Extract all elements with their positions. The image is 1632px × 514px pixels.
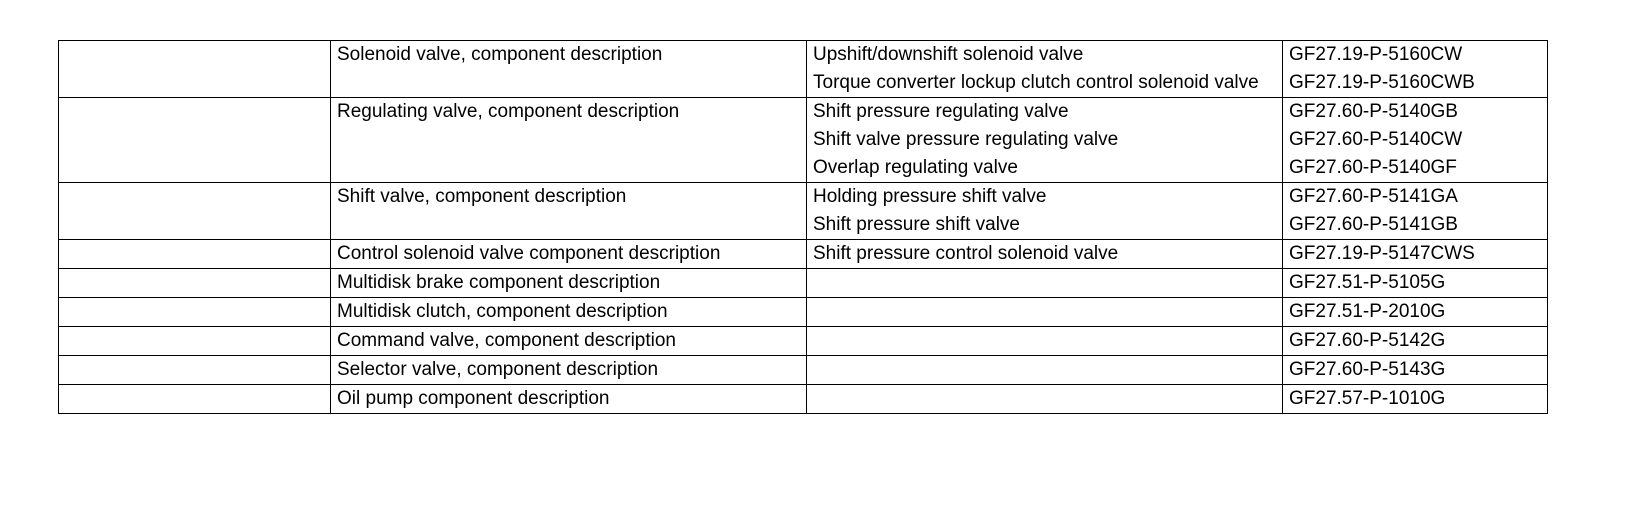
subcomponent-cell xyxy=(807,98,1283,183)
document-code-cell xyxy=(1283,98,1548,183)
subcomponent-name: Overlap regulating valve xyxy=(813,157,1018,178)
document-code: GF27.60-P-5142G xyxy=(1289,330,1446,351)
table-row xyxy=(59,41,1548,98)
document-code-cell xyxy=(1283,356,1548,385)
document-code: GF27.19-P-5160CW xyxy=(1289,44,1463,65)
document-code-cell xyxy=(1283,269,1548,298)
document-code-cell xyxy=(1283,327,1548,356)
blank-cell xyxy=(59,98,331,183)
document-code-cell xyxy=(1283,385,1548,414)
table-row xyxy=(59,385,1548,414)
component-cell: Oil pump component description xyxy=(331,385,807,414)
subcomponent-name: Torque converter lockup clutch control solenoid valve xyxy=(813,72,1259,93)
blank-cell xyxy=(59,269,331,298)
table-row xyxy=(59,98,1548,183)
component-cell: Shift valve, component description xyxy=(331,183,807,240)
component-cell: Multidisk clutch, component description xyxy=(331,298,807,327)
document-code: GF27.19-P-5160CWB xyxy=(1289,72,1475,93)
subcomponent-name: Holding pressure shift valve xyxy=(813,186,1047,207)
subcomponent-name: Shift pressure control solenoid valve xyxy=(813,243,1119,264)
component-cell: Selector valve, component description xyxy=(331,356,807,385)
table-row xyxy=(59,240,1548,269)
document-code: GF27.60-P-5143G xyxy=(1289,359,1446,380)
blank-cell xyxy=(59,385,331,414)
document-code: GF27.60-P-5140GF xyxy=(1289,157,1457,178)
subcomponent-name: Shift valve pressure regulating valve xyxy=(813,129,1119,150)
table-row xyxy=(59,356,1548,385)
document-code-cell xyxy=(1283,41,1548,98)
table-row xyxy=(59,269,1548,298)
table-row xyxy=(59,298,1548,327)
document-code: GF27.60-P-5140GB xyxy=(1289,101,1458,122)
document-code-cell xyxy=(1283,298,1548,327)
subcomponent-cell xyxy=(807,269,1283,298)
blank-cell xyxy=(59,183,331,240)
subcomponent-name: Upshift/downshift solenoid valve xyxy=(813,44,1084,65)
blank-cell xyxy=(59,298,331,327)
subcomponent-name: Shift pressure regulating valve xyxy=(813,101,1069,122)
component-reference-table xyxy=(58,40,1548,414)
document-code-cell xyxy=(1283,240,1548,269)
document-code: GF27.51-P-2010G xyxy=(1289,301,1446,322)
subcomponent-cell xyxy=(807,327,1283,356)
document-code: GF27.19-P-5147CWS xyxy=(1289,243,1475,264)
component-cell: Regulating valve, component description xyxy=(331,98,807,183)
subcomponent-cell xyxy=(807,385,1283,414)
blank-cell xyxy=(59,240,331,269)
table-row xyxy=(59,183,1548,240)
document-code: GF27.51-P-5105G xyxy=(1289,272,1446,293)
blank-cell xyxy=(59,327,331,356)
component-cell: Solenoid valve, component description xyxy=(331,41,807,98)
component-cell: Command valve, component description xyxy=(331,327,807,356)
component-cell: Multidisk brake component description xyxy=(331,269,807,298)
component-cell: Control solenoid valve component description xyxy=(331,240,807,269)
subcomponent-cell xyxy=(807,41,1283,98)
table-row xyxy=(59,327,1548,356)
subcomponent-name: Shift pressure shift valve xyxy=(813,214,1020,235)
subcomponent-cell xyxy=(807,183,1283,240)
document-code: GF27.60-P-5140CW xyxy=(1289,129,1463,150)
document-code: GF27.60-P-5141GB xyxy=(1289,214,1458,235)
subcomponent-cell xyxy=(807,240,1283,269)
document-code: GF27.57-P-1010G xyxy=(1289,388,1446,409)
blank-cell xyxy=(59,41,331,98)
subcomponent-cell xyxy=(807,356,1283,385)
blank-cell xyxy=(59,356,331,385)
document-code-cell xyxy=(1283,183,1548,240)
subcomponent-cell xyxy=(807,298,1283,327)
document-code: GF27.60-P-5141GA xyxy=(1289,186,1458,207)
